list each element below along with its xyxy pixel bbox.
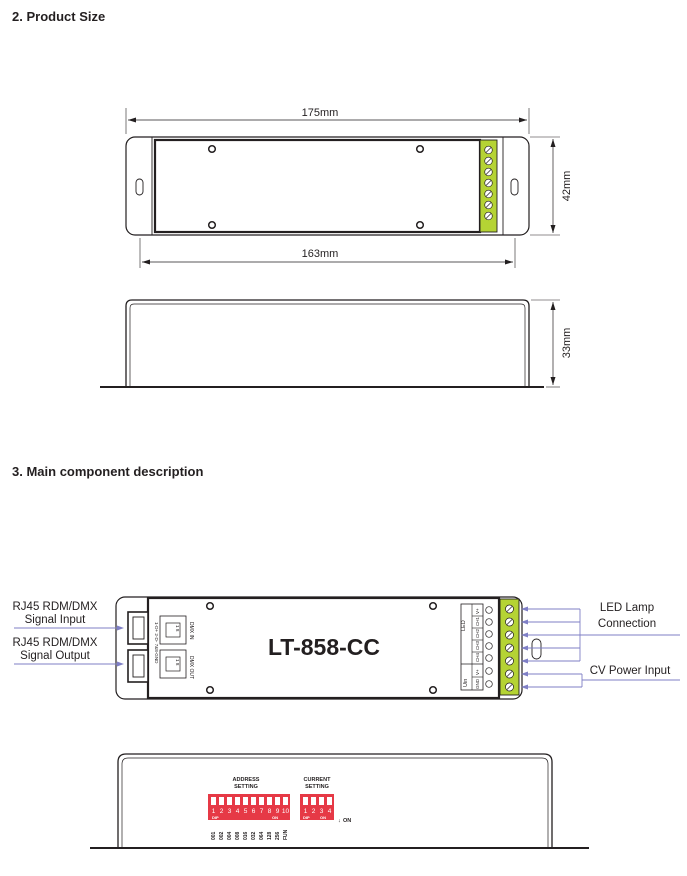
address-switch-number: 2	[219, 808, 224, 815]
dimension-length-163: 163mm	[301, 248, 339, 260]
address-value: 128	[267, 831, 273, 840]
current-switch-number: 2	[311, 808, 316, 815]
address-value: 256	[275, 831, 281, 840]
current-setting-title-line2: SETTING	[305, 784, 329, 790]
address-setting-title-line1: ADDRESS	[232, 777, 260, 783]
led-pin-label: CH2	[475, 628, 480, 638]
dimension-width-42: 42mm	[561, 170, 573, 202]
section-number: 2.	[12, 9, 23, 24]
rj45-input-callout-line2: Signal Input	[24, 614, 86, 626]
rj45-output-callout-line1: RJ45 RDM/DMX	[12, 637, 98, 649]
current-switch-number: 4	[327, 808, 332, 815]
address-switch-number: 8	[267, 808, 272, 815]
address-value: 001	[211, 831, 217, 840]
led-pin-label: V+	[475, 608, 480, 614]
section-title: Main component description	[26, 464, 204, 479]
pin-assignment-label: 1-D+ 2-D- 7&8-GND	[154, 622, 159, 664]
dmx-in-label: DMX IN	[188, 622, 194, 640]
model-name: LT-858-CC	[267, 634, 381, 660]
led-lamp-callout-line1: LED Lamp	[599, 602, 655, 614]
port-pin-numbers-bottom: 1 8	[175, 659, 180, 666]
on-direction-arrow-icon: ↓	[338, 818, 341, 824]
on-direction-label: ON	[343, 818, 352, 824]
led-pin-label: CH4	[475, 652, 480, 662]
address-switch-number: 3	[227, 808, 232, 815]
address-value: 016	[243, 831, 249, 840]
address-value: FUN	[283, 829, 289, 840]
dimension-length-175: 175mm	[301, 107, 339, 119]
address-switch-number: 7	[259, 808, 264, 815]
led-pin-label: CH1	[475, 616, 480, 626]
rj45-output-callout-line2: Signal Output	[20, 650, 90, 662]
address-value: 032	[251, 831, 257, 840]
address-switch-number: 5	[243, 808, 248, 815]
dimension-height-33: 33mm	[561, 327, 573, 359]
address-value: 064	[259, 831, 265, 840]
address-switch-number: 1	[211, 808, 216, 815]
current-switch-number: 3	[319, 808, 324, 815]
uin-label: Uin	[463, 678, 469, 687]
address-value: 004	[227, 831, 233, 840]
address-dip-label: DIP	[212, 815, 219, 820]
current-switch-number: 1	[303, 808, 308, 815]
current-setting-title-line1: CURRENT	[303, 777, 331, 783]
led-output-label: LED	[461, 620, 467, 631]
port-pin-numbers-top: 1 8	[175, 625, 180, 632]
led-lamp-callout-line2: Connection	[597, 618, 657, 630]
side-view-drawing	[100, 300, 560, 387]
address-switch-number: 4	[235, 808, 240, 815]
led-pin-label: CH3	[475, 640, 480, 650]
dmx-out-label: DMX OUT	[188, 656, 194, 680]
section-number: 3.	[12, 464, 23, 479]
section-title: Product Size	[26, 9, 106, 24]
power-pin-label: V+	[475, 669, 480, 675]
address-dip-switch	[208, 794, 290, 820]
address-on-label: ON	[272, 815, 278, 820]
top-view-drawing	[126, 108, 560, 268]
address-value: 008	[235, 831, 241, 840]
address-value: 002	[219, 831, 225, 840]
power-pin-label: GND	[475, 679, 480, 689]
rj45-input-callout-line1: RJ45 RDM/DMX	[12, 601, 98, 613]
address-switch-number: 9	[275, 808, 280, 815]
address-switch-number: 10	[281, 808, 290, 815]
current-dip-switch	[300, 794, 334, 820]
current-dip-label: DIP	[303, 815, 310, 820]
cv-power-callout: CV Power Input	[589, 665, 671, 677]
switch-side-view-drawing	[90, 754, 589, 848]
current-on-label: ON	[320, 815, 326, 820]
address-setting-title-line2: SETTING	[234, 784, 258, 790]
address-switch-number: 6	[251, 808, 256, 815]
